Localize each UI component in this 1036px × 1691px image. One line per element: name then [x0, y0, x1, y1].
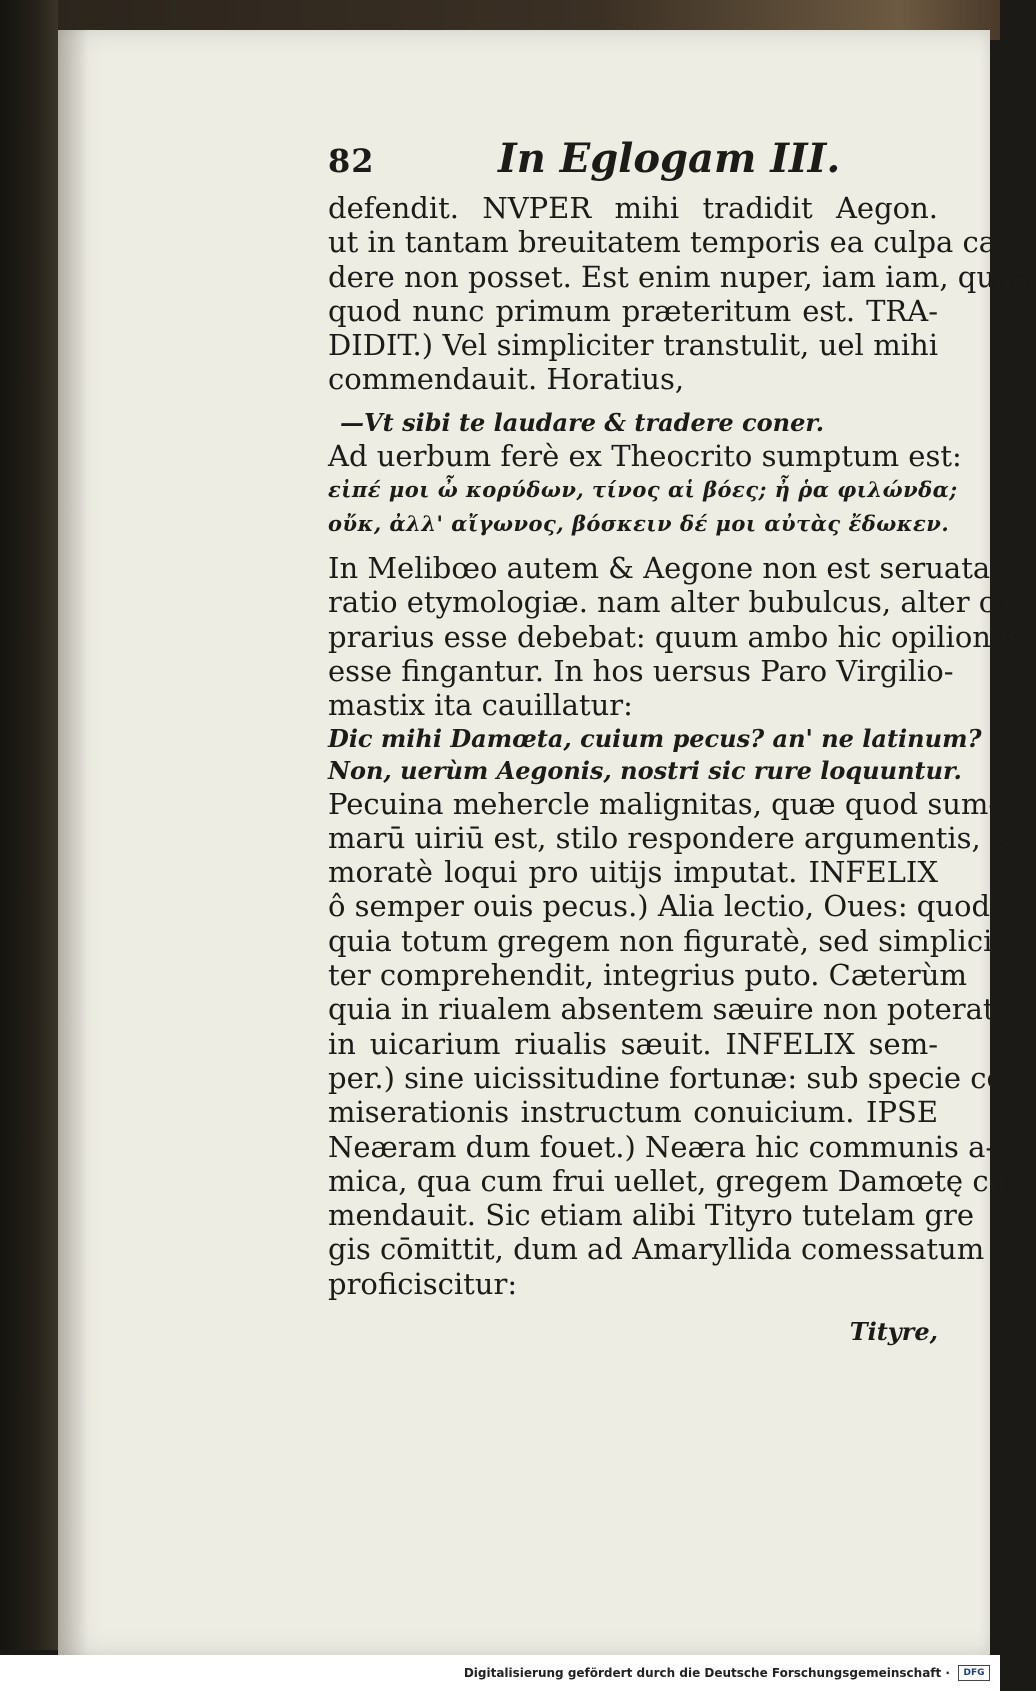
- theocritus-line: Ad uerbum ferè ex Theocrito sumptum est:: [328, 438, 962, 473]
- text-line: commendauit. Horatius,: [328, 362, 685, 397]
- greek-line: οὔκ, ἀλλ' αἴγωνος, βόσκειν δέ μοι αὐτὰς ἔδωκεν.: [328, 511, 950, 537]
- text-line: ut in tantam breuitatem temporis ea culpa ca-: [328, 225, 1006, 260]
- text-line: ratio etymologiæ. nam alter bubulcus, alter ca: [328, 585, 1013, 620]
- running-title: In Eglogam III.: [498, 135, 841, 182]
- text-line: In Melibœo autem & Aegone non est seruata: [328, 551, 991, 586]
- paro-line: Non, uerùm Aegonis, nostri sic rure loquuntur.: [328, 755, 962, 785]
- text-line: dere non posset. Est enim nuper, iam iam, quasi: [328, 259, 1036, 294]
- text-line: Neæram dum fouet.) Neæra hic communis a-: [328, 1129, 996, 1164]
- digitization-footer: [0, 1655, 1000, 1691]
- text-line: marū uiriū est, stilo respondere argumentis, &: [328, 820, 1016, 855]
- book-spine-edge: [0, 0, 58, 1650]
- text-line: mastix ita cauillatur:: [328, 688, 633, 723]
- text-line: ô semper ouis pecus.) Alia lectio, Oues: quod,: [328, 889, 1000, 924]
- text-block: [328, 135, 1036, 1347]
- paragraph-3: [328, 786, 1016, 1301]
- text-line: prarius esse debebat: quum ambo hic opiliones: [328, 619, 1023, 654]
- paro-line: Dic mihi Damœta, cuium pecus? an' ne latinum?: [328, 723, 982, 753]
- text-line: quia totum gregem non figuratè, sed simplici-: [328, 923, 1003, 958]
- text-line: proficiscitur:: [328, 1266, 518, 1301]
- text-line: esse fingantur. In hos uersus Paro Virgilio-: [328, 653, 954, 688]
- catchword: Tityre,: [849, 1317, 938, 1347]
- text-line: quia in riualem absentem sæuire non poterat,: [328, 992, 1004, 1027]
- text-line: mendauit. Sic etiam alibi Tityro tutelam gre: [328, 1198, 975, 1233]
- text-line: in uicarium riualis sæuit. INFELIX sem-: [328, 1026, 938, 1061]
- text-line: defendit. NVPER mihi tradidit Aegon.: [328, 191, 938, 225]
- text-line: miserationis instructum conuicium. IPSE: [328, 1095, 938, 1130]
- greek-quote: [328, 473, 958, 541]
- text-line: mica, qua cum frui uellet, gregem Damœtę cō-: [328, 1163, 1016, 1198]
- funding-credit: Digitalisierung gefördert durch die Deutsche Forschungsgemeinschaft ·: [463, 1666, 950, 1680]
- text-line: DIDIT.) Vel simpliciter transtulit, uel mihi: [328, 328, 938, 363]
- text-line: gis cōmittit, dum ad Amaryllida comessatum: [328, 1232, 985, 1267]
- running-head: [328, 135, 938, 191]
- paro-verses: [328, 723, 982, 787]
- text-line: Pecuina mehercle malignitas, quæ quod sum-: [328, 786, 999, 821]
- text-line: ter comprehendit, integrius puto. Cæterùm: [328, 958, 967, 993]
- horace-quote: —Vt sibi te laudare & tradere coner.: [340, 407, 825, 437]
- gutter-shadow: [58, 30, 88, 1655]
- paragraph-1: [328, 191, 1036, 397]
- page-number: 82: [328, 142, 375, 180]
- paragraph-2: [328, 551, 1023, 723]
- text-line: quod nunc primum præteritum est. TRA-: [328, 293, 938, 328]
- dfg-logo-icon: DFG: [958, 1665, 990, 1681]
- greek-line: εἰπέ μοι ὦ κορύδων, τίνος αἱ βόες; ἦ ῥα φιλώνδα;: [328, 477, 958, 503]
- text-line: per.) sine uicissitudine fortunæ: sub specie cō-: [328, 1060, 1014, 1095]
- book-page: [58, 30, 1036, 1655]
- text-line: moratè loqui pro uitijs imputat. INFELIX: [328, 855, 938, 890]
